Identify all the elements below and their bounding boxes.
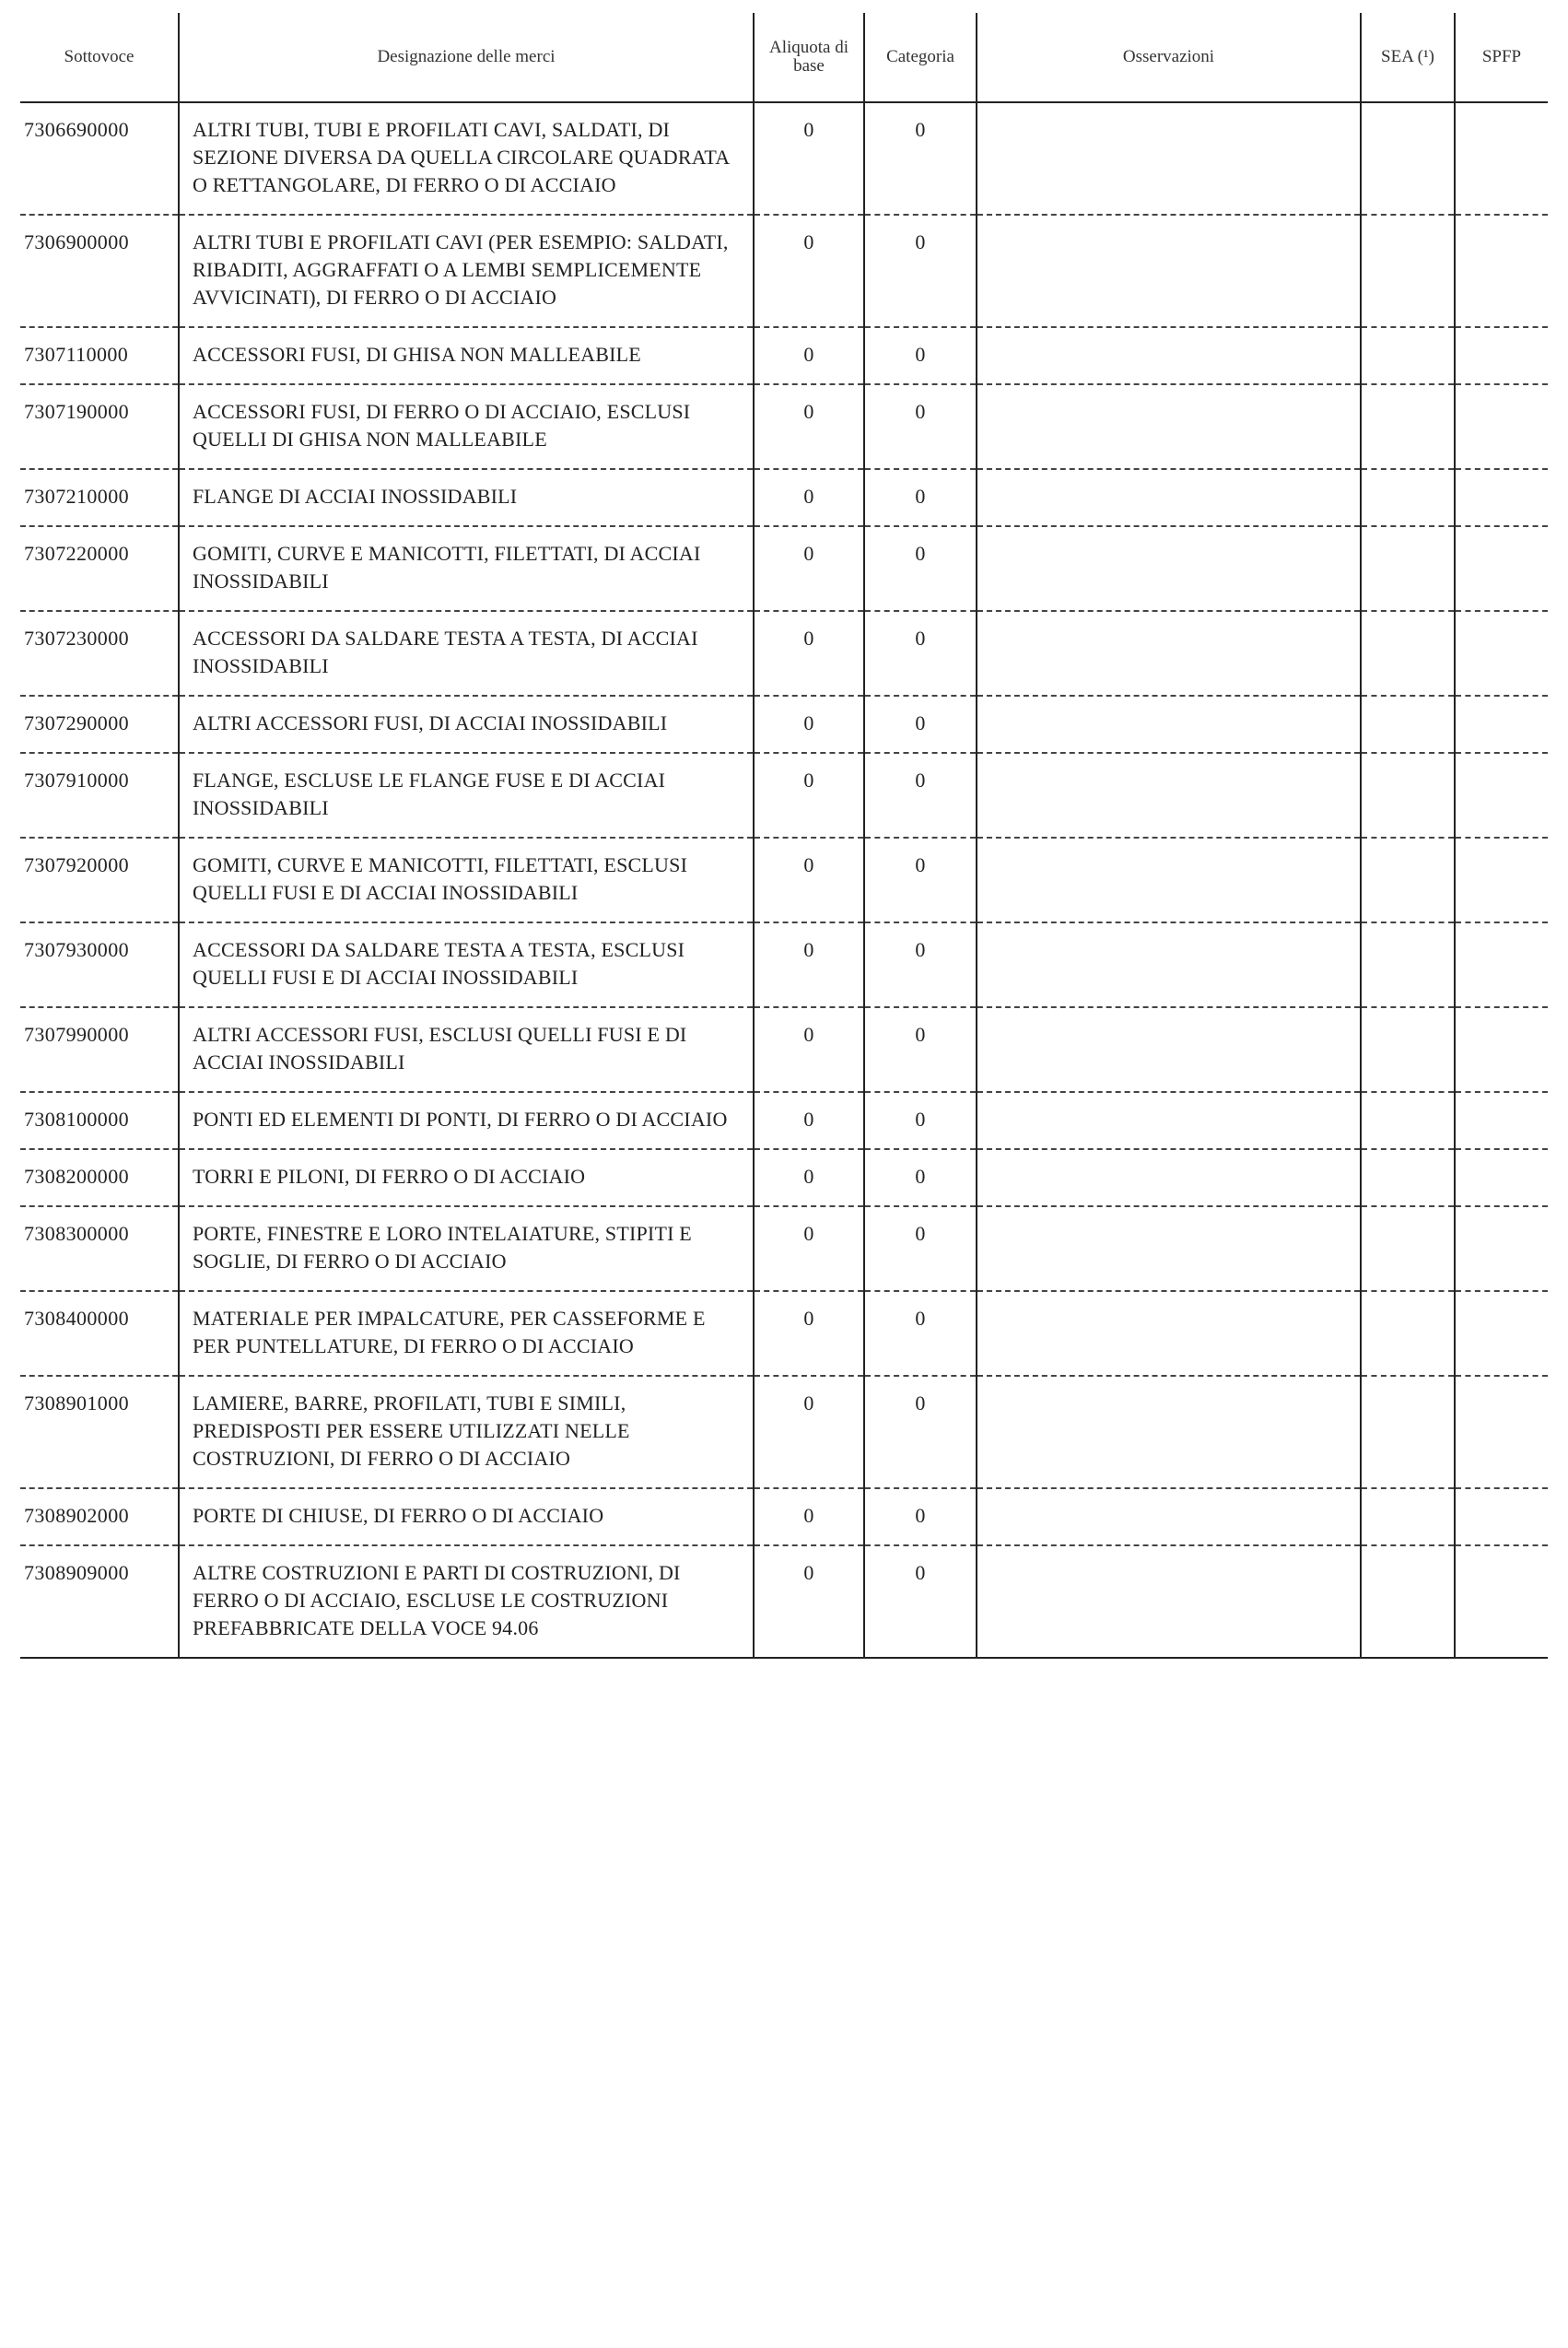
cell-spfp bbox=[1455, 1291, 1548, 1376]
cell-description: ALTRI ACCESSORI FUSI, DI ACCIAI INOSSIDABILI bbox=[179, 696, 754, 753]
cell-base-rate: 0 bbox=[754, 611, 864, 696]
table-row bbox=[20, 1149, 1548, 1206]
cell-sea bbox=[1361, 327, 1455, 384]
cell-description: ALTRI ACCESSORI FUSI, ESCLUSI QUELLI FUSI E DI ACCIAI INOSSIDABILI bbox=[179, 1007, 754, 1092]
cell-code: 7308300000 bbox=[20, 1206, 179, 1291]
cell-category: 0 bbox=[864, 102, 977, 215]
cell-sea bbox=[1361, 1007, 1455, 1092]
cell-code: 7308200000 bbox=[20, 1149, 179, 1206]
header-base-rate bbox=[754, 13, 864, 102]
cell-code: 7307110000 bbox=[20, 327, 179, 384]
cell-sea bbox=[1361, 838, 1455, 922]
table-row bbox=[20, 838, 1548, 922]
cell-description: PORTE, FINESTRE E LORO INTELAIATURE, STIPITI E SOGLIE, DI FERRO O DI ACCIAIO bbox=[179, 1206, 754, 1291]
cell-base-rate: 0 bbox=[754, 327, 864, 384]
cell-sea bbox=[1361, 102, 1455, 215]
cell-spfp bbox=[1455, 1545, 1548, 1658]
cell-spfp bbox=[1455, 922, 1548, 1007]
cell-sea bbox=[1361, 1149, 1455, 1206]
cell-category: 0 bbox=[864, 469, 977, 526]
cell-spfp bbox=[1455, 102, 1548, 215]
cell-code: 7307230000 bbox=[20, 611, 179, 696]
table-row bbox=[20, 327, 1548, 384]
cell-base-rate: 0 bbox=[754, 922, 864, 1007]
table-row bbox=[20, 753, 1548, 838]
cell-base-rate: 0 bbox=[754, 102, 864, 215]
cell-sea bbox=[1361, 1291, 1455, 1376]
cell-code: 7308901000 bbox=[20, 1376, 179, 1488]
cell-remarks bbox=[977, 838, 1361, 922]
cell-spfp bbox=[1455, 469, 1548, 526]
document-page bbox=[20, 13, 1548, 1659]
cell-sea bbox=[1361, 1092, 1455, 1149]
cell-spfp bbox=[1455, 526, 1548, 611]
cell-spfp bbox=[1455, 1206, 1548, 1291]
cell-category: 0 bbox=[864, 1149, 977, 1206]
header-description: Designazione delle merci bbox=[179, 13, 754, 102]
cell-sea bbox=[1361, 922, 1455, 1007]
cell-base-rate: 0 bbox=[754, 1149, 864, 1206]
cell-base-rate: 0 bbox=[754, 1291, 864, 1376]
cell-code: 7306900000 bbox=[20, 215, 179, 327]
cell-base-rate: 0 bbox=[754, 753, 864, 838]
cell-sea bbox=[1361, 696, 1455, 753]
cell-base-rate: 0 bbox=[754, 469, 864, 526]
cell-description: TORRI E PILONI, DI FERRO O DI ACCIAIO bbox=[179, 1149, 754, 1206]
table-row bbox=[20, 611, 1548, 696]
cell-remarks bbox=[977, 1488, 1361, 1545]
cell-code: 7307990000 bbox=[20, 1007, 179, 1092]
cell-description: ACCESSORI FUSI, DI FERRO O DI ACCIAIO, ESCLUSI QUELLI DI GHISA NON MALLEABILE bbox=[179, 384, 754, 469]
cell-code: 7307930000 bbox=[20, 922, 179, 1007]
table-row bbox=[20, 696, 1548, 753]
cell-category: 0 bbox=[864, 1545, 977, 1658]
table-row bbox=[20, 102, 1548, 215]
cell-remarks bbox=[977, 753, 1361, 838]
cell-sea bbox=[1361, 1488, 1455, 1545]
table-row bbox=[20, 1488, 1548, 1545]
cell-base-rate: 0 bbox=[754, 1206, 864, 1291]
cell-description: ACCESSORI DA SALDARE TESTA A TESTA, DI ACCIAI INOSSIDABILI bbox=[179, 611, 754, 696]
table-row bbox=[20, 922, 1548, 1007]
cell-base-rate: 0 bbox=[754, 1376, 864, 1488]
cell-spfp bbox=[1455, 753, 1548, 838]
cell-code: 7306690000 bbox=[20, 102, 179, 215]
table-row bbox=[20, 1007, 1548, 1092]
cell-code: 7308909000 bbox=[20, 1545, 179, 1658]
cell-spfp bbox=[1455, 1376, 1548, 1488]
cell-remarks bbox=[977, 384, 1361, 469]
cell-sea bbox=[1361, 469, 1455, 526]
cell-category: 0 bbox=[864, 696, 977, 753]
cell-remarks bbox=[977, 327, 1361, 384]
cell-base-rate: 0 bbox=[754, 1007, 864, 1092]
cell-sea bbox=[1361, 1545, 1455, 1658]
cell-base-rate: 0 bbox=[754, 384, 864, 469]
cell-remarks bbox=[977, 1092, 1361, 1149]
cell-spfp bbox=[1455, 215, 1548, 327]
cell-spfp bbox=[1455, 1092, 1548, 1149]
cell-category: 0 bbox=[864, 327, 977, 384]
cell-base-rate: 0 bbox=[754, 838, 864, 922]
cell-code: 7307910000 bbox=[20, 753, 179, 838]
cell-base-rate: 0 bbox=[754, 696, 864, 753]
cell-sea bbox=[1361, 753, 1455, 838]
table-row bbox=[20, 1376, 1548, 1488]
cell-category: 0 bbox=[864, 922, 977, 1007]
header-row bbox=[20, 13, 1548, 102]
cell-remarks bbox=[977, 1291, 1361, 1376]
cell-code: 7307210000 bbox=[20, 469, 179, 526]
cell-code: 7308902000 bbox=[20, 1488, 179, 1545]
header-sea-label: SEA bbox=[1381, 47, 1413, 66]
cell-description: ALTRI TUBI E PROFILATI CAVI (PER ESEMPIO: SALDATI, RIBADITI, AGGRAFFATI O A LEMBI SEMPLICEMENTE AVVICINATI), DI FERRO O DI ACCIAIO bbox=[179, 215, 754, 327]
cell-code: 7307220000 bbox=[20, 526, 179, 611]
cell-remarks bbox=[977, 696, 1361, 753]
cell-description: LAMIERE, BARRE, PROFILATI, TUBI E SIMILI, PREDISPOSTI PER ESSERE UTILIZZATI NELLE COSTRUZIONI, DI FERRO O DI ACCIAIO bbox=[179, 1376, 754, 1488]
cell-base-rate: 0 bbox=[754, 1092, 864, 1149]
cell-code: 7307290000 bbox=[20, 696, 179, 753]
cell-remarks bbox=[977, 1376, 1361, 1488]
cell-remarks bbox=[977, 1007, 1361, 1092]
cell-spfp bbox=[1455, 1149, 1548, 1206]
cell-description: PONTI ED ELEMENTI DI PONTI, DI FERRO O DI ACCIAIO bbox=[179, 1092, 754, 1149]
cell-description: ACCESSORI DA SALDARE TESTA A TESTA, ESCLUSI QUELLI FUSI E DI ACCIAI INOSSIDABILI bbox=[179, 922, 754, 1007]
cell-category: 0 bbox=[864, 1007, 977, 1092]
cell-category: 0 bbox=[864, 611, 977, 696]
table-body bbox=[20, 102, 1548, 1658]
header-category: Categoria bbox=[864, 13, 977, 102]
cell-spfp bbox=[1455, 838, 1548, 922]
tariff-table bbox=[20, 13, 1548, 1659]
cell-category: 0 bbox=[864, 1092, 977, 1149]
header-code: Sottovoce bbox=[20, 13, 179, 102]
cell-category: 0 bbox=[864, 384, 977, 469]
cell-description: MATERIALE PER IMPALCATURE, PER CASSEFORME E PER PUNTELLATURE, DI FERRO O DI ACCIAIO bbox=[179, 1291, 754, 1376]
cell-base-rate: 0 bbox=[754, 526, 864, 611]
table-row bbox=[20, 469, 1548, 526]
cell-remarks bbox=[977, 1149, 1361, 1206]
table-row bbox=[20, 384, 1548, 469]
cell-sea bbox=[1361, 1376, 1455, 1488]
cell-remarks bbox=[977, 102, 1361, 215]
cell-base-rate: 0 bbox=[754, 1488, 864, 1545]
cell-code: 7308400000 bbox=[20, 1291, 179, 1376]
cell-description: PORTE DI CHIUSE, DI FERRO O DI ACCIAIO bbox=[179, 1488, 754, 1545]
table-row bbox=[20, 1291, 1548, 1376]
cell-remarks bbox=[977, 1206, 1361, 1291]
cell-base-rate: 0 bbox=[754, 215, 864, 327]
cell-description: GOMITI, CURVE E MANICOTTI, FILETTATI, DI ACCIAI INOSSIDABILI bbox=[179, 526, 754, 611]
cell-code: 7308100000 bbox=[20, 1092, 179, 1149]
cell-description: ALTRE COSTRUZIONI E PARTI DI COSTRUZIONI, DI FERRO O DI ACCIAIO, ESCLUSE LE COSTRUZIONI PREFABBRICATE DELLA VOCE 94.06 bbox=[179, 1545, 754, 1658]
cell-description: ALTRI TUBI, TUBI E PROFILATI CAVI, SALDATI, DI SEZIONE DIVERSA DA QUELLA CIRCOLARE QUADRATA O RETTANGOLARE, DI FERRO O DI ACCIAIO bbox=[179, 102, 754, 215]
header-remarks: Osservazioni bbox=[977, 13, 1361, 102]
cell-remarks bbox=[977, 469, 1361, 526]
cell-code: 7307920000 bbox=[20, 838, 179, 922]
cell-remarks bbox=[977, 526, 1361, 611]
cell-sea bbox=[1361, 526, 1455, 611]
table-row bbox=[20, 1092, 1548, 1149]
cell-spfp bbox=[1455, 696, 1548, 753]
table-row bbox=[20, 215, 1548, 327]
cell-sea bbox=[1361, 611, 1455, 696]
cell-spfp bbox=[1455, 327, 1548, 384]
cell-sea bbox=[1361, 1206, 1455, 1291]
cell-category: 0 bbox=[864, 1206, 977, 1291]
cell-remarks bbox=[977, 1545, 1361, 1658]
cell-description: FLANGE, ESCLUSE LE FLANGE FUSE E DI ACCIAI INOSSIDABILI bbox=[179, 753, 754, 838]
cell-description: GOMITI, CURVE E MANICOTTI, FILETTATI, ESCLUSI QUELLI FUSI E DI ACCIAI INOSSIDABILI bbox=[179, 838, 754, 922]
cell-category: 0 bbox=[864, 1376, 977, 1488]
cell-base-rate: 0 bbox=[754, 1545, 864, 1658]
table-header bbox=[20, 13, 1548, 102]
cell-category: 0 bbox=[864, 838, 977, 922]
table-row bbox=[20, 1545, 1548, 1658]
table-row bbox=[20, 526, 1548, 611]
cell-category: 0 bbox=[864, 526, 977, 611]
cell-remarks bbox=[977, 611, 1361, 696]
cell-category: 0 bbox=[864, 1291, 977, 1376]
cell-remarks bbox=[977, 215, 1361, 327]
cell-category: 0 bbox=[864, 215, 977, 327]
cell-spfp bbox=[1455, 384, 1548, 469]
header-base-rate-line1: Aliquota di bbox=[768, 38, 849, 57]
cell-category: 0 bbox=[864, 1488, 977, 1545]
header-base-rate-line2: base bbox=[793, 56, 825, 76]
header-sea bbox=[1361, 13, 1455, 102]
header-sea-footnote: (¹) bbox=[1417, 47, 1434, 66]
cell-sea bbox=[1361, 384, 1455, 469]
cell-spfp bbox=[1455, 611, 1548, 696]
cell-spfp bbox=[1455, 1007, 1548, 1092]
cell-spfp bbox=[1455, 1488, 1548, 1545]
cell-sea bbox=[1361, 215, 1455, 327]
cell-category: 0 bbox=[864, 753, 977, 838]
header-spfp: SPFP bbox=[1455, 13, 1548, 102]
table-row bbox=[20, 1206, 1548, 1291]
cell-remarks bbox=[977, 922, 1361, 1007]
cell-description: ACCESSORI FUSI, DI GHISA NON MALLEABILE bbox=[179, 327, 754, 384]
cell-code: 7307190000 bbox=[20, 384, 179, 469]
cell-description: FLANGE DI ACCIAI INOSSIDABILI bbox=[179, 469, 754, 526]
